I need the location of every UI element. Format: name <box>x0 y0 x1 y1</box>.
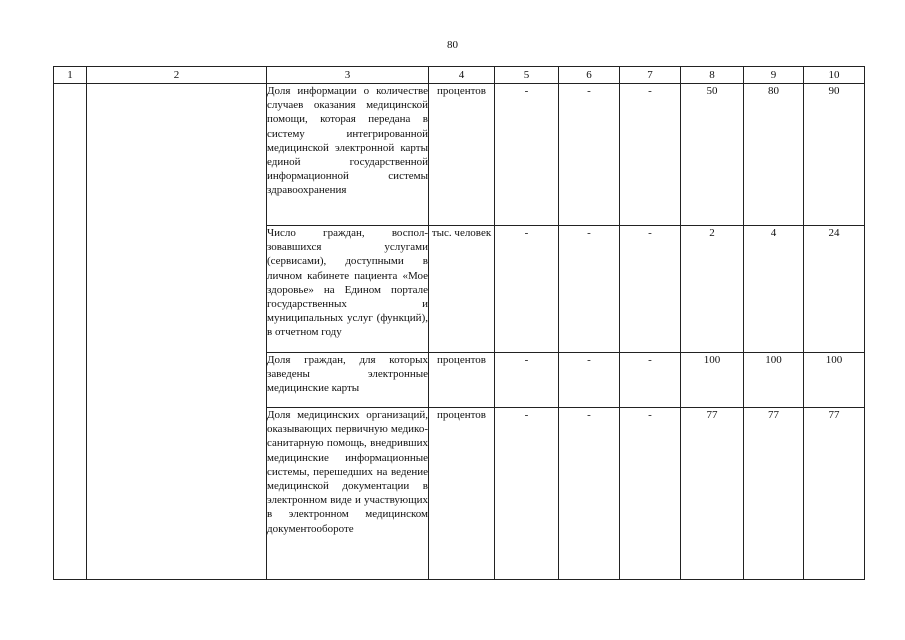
value-cell: 24 <box>804 226 865 353</box>
value-cell: - <box>495 226 559 353</box>
unit-cell: процентов <box>429 408 495 580</box>
unit-cell: процентов <box>429 84 495 226</box>
value-cell: - <box>559 408 620 580</box>
column-header: 2 <box>87 67 267 84</box>
value-cell: - <box>495 353 559 408</box>
table-row <box>54 84 865 226</box>
value-cell: 100 <box>744 353 804 408</box>
column-header: 9 <box>744 67 804 84</box>
value-cell: 77 <box>804 408 865 580</box>
empty-cell-col2 <box>87 84 267 580</box>
column-header: 4 <box>429 67 495 84</box>
column-header: 10 <box>804 67 865 84</box>
value-cell: - <box>495 408 559 580</box>
column-header: 7 <box>620 67 681 84</box>
indicator-cell: Доля медицинских организаций, оказывающих первичную медико-санитарную помощь, внедривших медицинские информационные системы, перешедших на ведение медицинской документации в электронном виде и участвующих в электронном медицинском документообороте <box>267 408 429 580</box>
value-cell: 100 <box>804 353 865 408</box>
value-cell: 4 <box>744 226 804 353</box>
value-cell: 90 <box>804 84 865 226</box>
unit-cell: процентов <box>429 353 495 408</box>
value-cell: 77 <box>744 408 804 580</box>
indicator-cell: Доля информации о количестве случаев оказания медицинской помощи, которая передана в систему интегрированной медицинской электронной карты единой государственной информационной системы здравоохранения <box>267 84 429 226</box>
indicators-table <box>53 66 865 580</box>
value-cell: - <box>620 408 681 580</box>
value-cell: 50 <box>681 84 744 226</box>
value-cell: - <box>495 84 559 226</box>
value-cell: - <box>620 84 681 226</box>
value-cell: 77 <box>681 408 744 580</box>
indicator-cell: Число граждан, восползовавшихся услугами (сервисами), доступными в личном кабинете пациента «Мое здоровье» на Едином портале государственных и муниципальных услуг (функций), в отчетном году <box>267 226 429 353</box>
value-cell: - <box>620 226 681 353</box>
value-cell: - <box>559 226 620 353</box>
value-cell: 100 <box>681 353 744 408</box>
column-header: 5 <box>495 67 559 84</box>
empty-cell-col1 <box>54 84 87 580</box>
value-cell: - <box>620 353 681 408</box>
column-header: 3 <box>267 67 429 84</box>
value-cell: - <box>559 353 620 408</box>
value-cell: 80 <box>744 84 804 226</box>
column-header: 1 <box>54 67 87 84</box>
page-number: 80 <box>447 39 458 51</box>
column-header: 6 <box>559 67 620 84</box>
indicator-cell: Доля граждан, для которых заведены электронные медицинские карты <box>267 353 429 408</box>
value-cell: - <box>559 84 620 226</box>
column-number-header-row <box>54 67 865 84</box>
unit-cell: тыс. человек <box>429 226 495 353</box>
value-cell: 2 <box>681 226 744 353</box>
column-header: 8 <box>681 67 744 84</box>
